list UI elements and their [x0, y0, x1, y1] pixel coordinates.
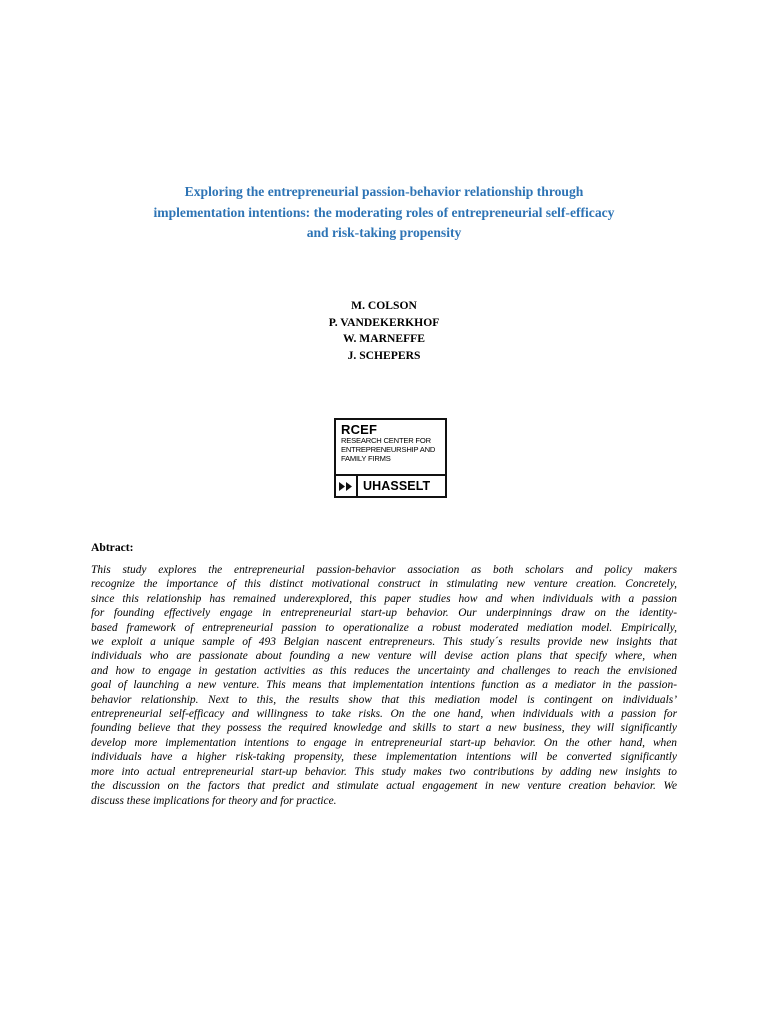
rcef-uhasselt-logo [334, 418, 447, 498]
logo-text-line: RESEARCH CENTER FOR [341, 436, 431, 445]
logo-text-line: FAMILY FIRMS [341, 454, 391, 463]
author-list [0, 298, 768, 364]
logo-text-line: ENTREPRENEURSHIP AND [341, 445, 436, 454]
abstract-line: discuss these implications for theory and for practice. [91, 794, 337, 807]
abstract-line: This study explores the entrepreneurial passion-behavior association as both scholars and policy makers [91, 564, 677, 576]
author-name: M. COLSON [351, 299, 417, 312]
abstract-line: and how to engage in gestation activities as this reduces the uncertainty and challenges to reach the envisioned [91, 664, 677, 677]
logo-footer [336, 476, 445, 496]
paper-title [90, 182, 678, 244]
abstract-line: recognize the importance of this distinct motivational construct in stimulating new venture creation. Concretely, [91, 578, 677, 591]
author-name: J. SCHEPERS [347, 348, 421, 362]
abstract-line: for founding effectively engage in entrepreneurial start-up behavior. Our underpinnings draw on the identity- [91, 607, 677, 620]
abstract-line: we exploit a unique sample of 493 Belgian nascent entrepreneurs. This study´s results provide new insights that [91, 636, 677, 649]
abstract-line: more into actual entrepreneurial start-up behavior. This study makes two contributions by adding new insights to [91, 765, 677, 778]
abstract-line: individuals who are passionate about founding a new venture will devise action plans that specify where, when [91, 650, 677, 663]
author-name: P. VANDEKERKHOF [328, 315, 440, 329]
title-line: Exploring the entrepreneurial passion-behavior relationship through [184, 184, 584, 199]
logo-abbreviation: RCEF [341, 422, 378, 437]
logo-header [336, 420, 445, 476]
abstract-line: the discussion on the factors that predict and stimulate actual engagement in new venture creation behavior. We [91, 780, 677, 793]
abstract-heading: Abtract: [91, 541, 134, 554]
abstract-line: develop more implementation intentions to engage in entrepreneurial start-up behavior. On the other hand, when [91, 736, 677, 749]
title-line: implementation intentions: the moderating roles of entrepreneurial self-efficacy [153, 204, 615, 220]
author-name: W. MARNEFFE [342, 332, 426, 345]
abstract-line: founding believe that they possess the required knowledge and skills to start a new business, they will significantly [91, 722, 677, 735]
abstract-line: goal of launching a new venture. This means that implementation intentions function as a mediator in the passion- [91, 679, 677, 692]
abstract-line: based framework of entrepreneurial passion to operationalize a robust moderated mediation model. Empirically, [91, 621, 677, 634]
logo-university-name: UHASSELT [363, 479, 431, 493]
double-play-arrow-icon [336, 476, 358, 496]
abstract-line: since this relationship has remained underexplored, this paper studies how and when individuals with a passion [91, 592, 677, 605]
abstract-line: behavior relationship. Next to this, the results show that this mediation model is contingent on individuals’ [91, 693, 677, 706]
title-line: and risk-taking propensity [306, 225, 462, 240]
abstract-line: entrepreneurial self-efficacy and willingness to take risks. On the one hand, when individuals with a passion for [91, 708, 677, 721]
abstract-line: individuals have a higher risk-taking propensity, these implementation intentions will be converted significantly [91, 751, 677, 764]
abstract-body [91, 563, 677, 808]
